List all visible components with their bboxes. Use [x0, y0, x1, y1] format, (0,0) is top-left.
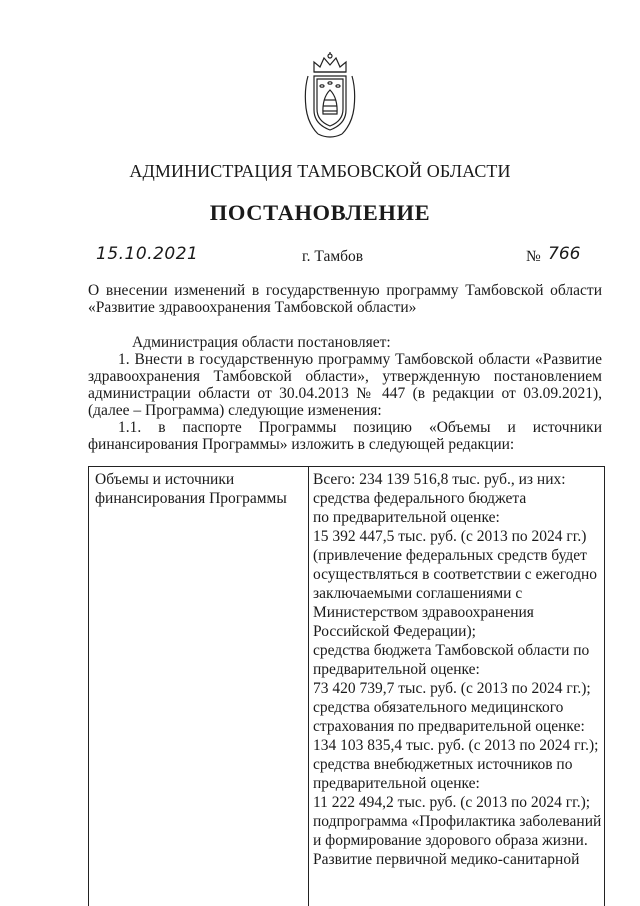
- organization-title: АДМИНИСТРАЦИЯ ТАМБОВСКОЙ ОБЛАСТИ: [129, 161, 511, 181]
- body-line: 1. Внести в государственную программу Тамбовской области «Развитие: [118, 351, 602, 368]
- table-column-divider: [308, 467, 309, 906]
- table-value-line: и формирование здорового образа жизни.: [313, 832, 588, 849]
- body-line: администрации области от 30.04.2013 № 447 (в редакции от 03.09.2021),: [88, 385, 602, 402]
- subject-line: О внесении изменений в государственную программу Тамбовской области: [88, 282, 602, 299]
- table-value-line: средства бюджета Тамбовской области по: [313, 642, 590, 659]
- table-value-line: 73 420 739,7 тыс. руб. (с 2013 по 2024 гг.);: [313, 680, 591, 697]
- subject-line: «Развитие здравоохранения Тамбовской области»: [88, 299, 417, 316]
- body-line: (далее – Программа) следующие изменения:: [88, 402, 382, 419]
- table-value-line: по предварительной оценке:: [313, 509, 500, 526]
- table-value-line: предварительной оценке:: [313, 661, 480, 678]
- table-value-line: средства обязательного медицинского: [313, 699, 564, 716]
- table-value-line: средства внебюджетных источников по: [313, 756, 573, 773]
- table-value-line: 15 392 447,5 тыс. руб. (с 2013 по 2024 гг.): [313, 528, 587, 545]
- document-number-label: №: [526, 248, 541, 265]
- document-subject: [88, 282, 602, 316]
- table-value-line: осуществляться в соответствии с ежегодно: [313, 566, 597, 583]
- document-body: [88, 334, 602, 453]
- table-value-line: Развитие первичной медико-санитарной: [313, 851, 580, 868]
- table-value-line: Российской Федерации);: [313, 623, 476, 640]
- financing-table: [88, 466, 605, 906]
- table-value-line: 134 103 835,4 тыс. руб. (с 2013 по 2024 гг.);: [313, 737, 599, 754]
- document-date: 15.10.2021: [96, 244, 199, 264]
- body-line: здравоохранения Тамбовской области», утвержденную постановлением: [88, 368, 602, 385]
- table-label-line: финансирования Программы: [95, 490, 287, 507]
- table-cell-label: [95, 470, 305, 508]
- table-value-line: страхования по предварительной оценке:: [313, 718, 585, 735]
- table-value-line: предварительной оценке:: [313, 775, 480, 792]
- table-label-line: Объемы и источники: [95, 471, 235, 488]
- table-value-line: Министерством здравоохранения: [313, 604, 534, 621]
- table-cell-value: [313, 470, 601, 869]
- coat-of-arms-emblem: [300, 50, 360, 142]
- body-line: Администрация области постановляет:: [132, 334, 391, 351]
- table-value-line: заключаемыми соглашениями с: [313, 585, 523, 602]
- table-value-line: (привлечение федеральных средств будет: [313, 547, 587, 564]
- body-line: 1.1. в паспорте Программы позицию «Объемы и источники: [118, 419, 602, 436]
- document-type-title: ПОСТАНОВЛЕНИЕ: [209, 200, 431, 225]
- document-city: г. Тамбов: [302, 248, 364, 265]
- table-value-line: средства федерального бюджета: [313, 490, 527, 507]
- table-value-line: подпрограмма «Профилактика заболеваний: [313, 813, 602, 830]
- table-value-line: 11 222 494,2 тыс. руб. (с 2013 по 2024 гг.);: [313, 794, 591, 811]
- table-value-line: Всего: 234 139 516,8 тыс. руб., из них:: [313, 471, 566, 488]
- body-line: финансирования Программы» изложить в следующей редакции:: [88, 436, 515, 453]
- document-number: 766: [548, 244, 581, 264]
